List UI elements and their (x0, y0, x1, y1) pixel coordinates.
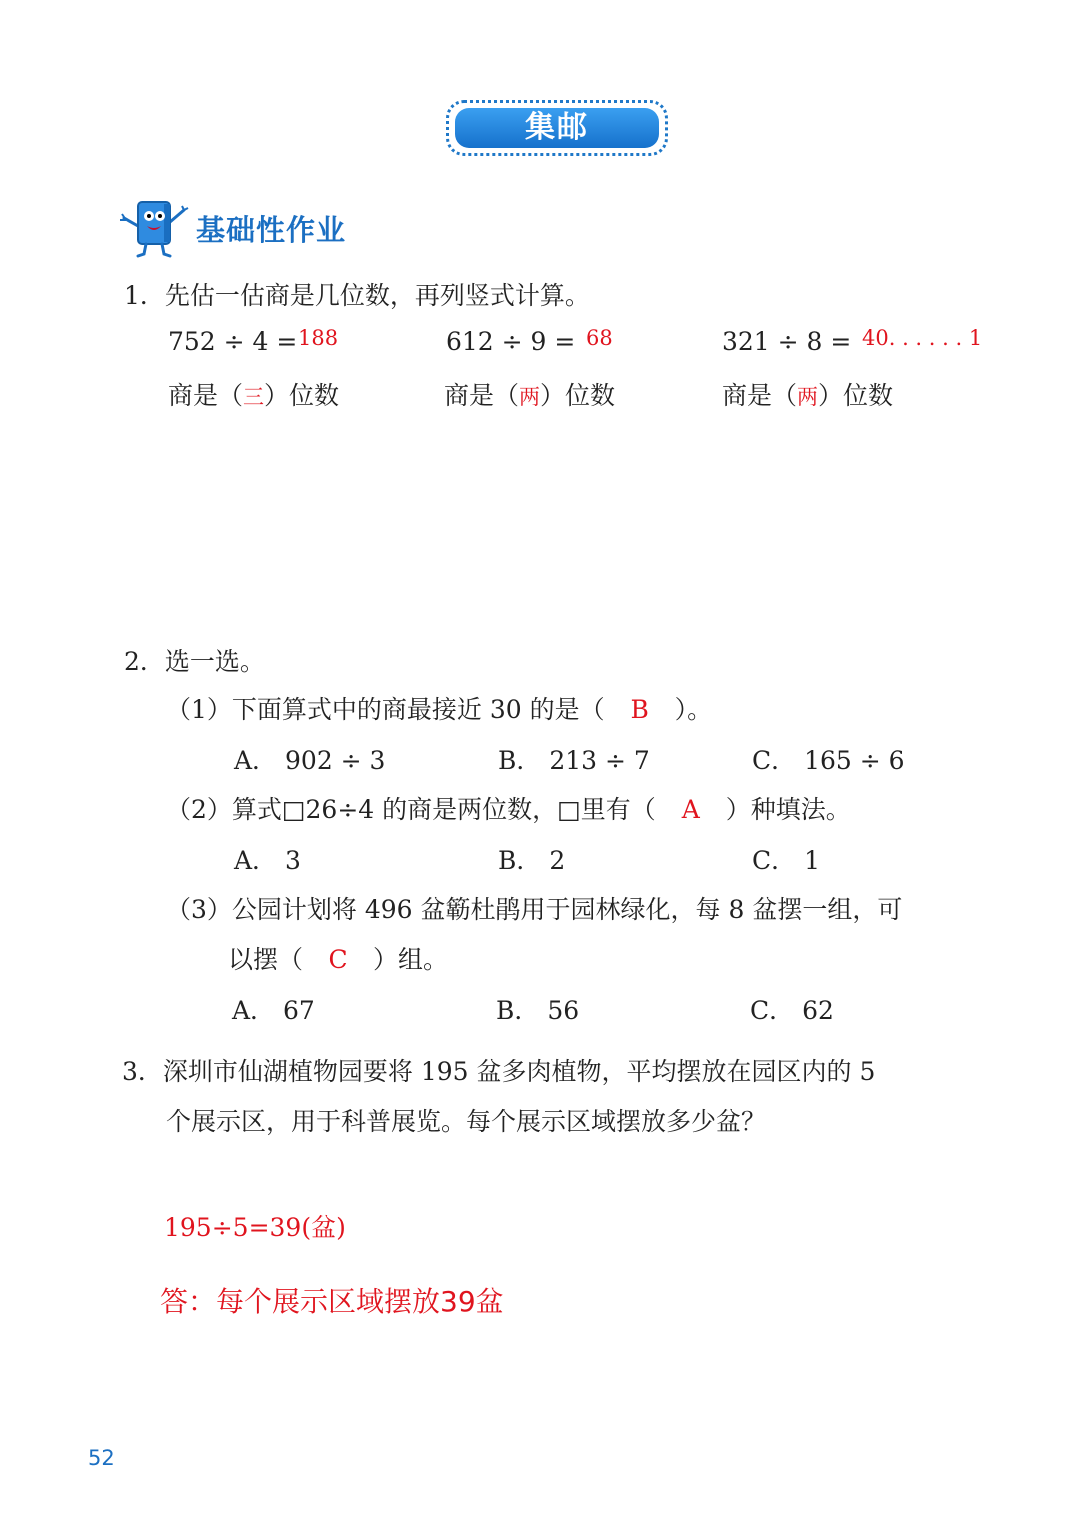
q2-sub2-answer: A (681, 795, 700, 824)
q3-calculation: 195÷5=39(盆) (164, 1213, 346, 1242)
q1-expr-1: 752 ÷ 4 = (168, 327, 298, 356)
q1-answer-3: 40. . . . . . 1 (862, 326, 983, 350)
q2-sub1-option-a: A． 902 ÷ 3 (234, 746, 386, 775)
q1-place-answer-1: 三 (243, 385, 265, 409)
question-3-line2: 个展示区，用于科普展览。每个展示区域摆放多少盆？ (166, 1107, 767, 1136)
q1-answer-1: 188 (298, 326, 339, 350)
q2-sub3-line2: 以摆（ C ）组。 (228, 945, 449, 974)
q2-sub1-answer: B (630, 695, 649, 724)
q1-place-3: 商是（两）位数 (722, 381, 894, 410)
q3-answer: 答：每个展示区域摆放39盆 (160, 1285, 504, 1318)
title-frame (446, 100, 668, 156)
q2-sub3-option-c: C． 62 (750, 996, 834, 1025)
q2-sub3-option-b: B． 56 (496, 996, 580, 1025)
question-1: 1．先估一估商是几位数，再列竖式计算。 (124, 281, 590, 310)
q2-sub1-option-b: B． 213 ÷ 7 (498, 746, 650, 775)
q2-sub2-option-c: C． 1 (752, 846, 820, 875)
q2-sub3-option-a: A． 67 (232, 996, 315, 1025)
section-title: 基础性作业 (196, 213, 347, 247)
q1-place-answer-2: 两 (519, 385, 541, 409)
question-2: 2．选一选。 (124, 647, 265, 676)
q1-answer-2: 68 (586, 326, 613, 350)
q1-place-answer-3: 两 (797, 385, 819, 409)
q2-sub2-option-a: A． 3 (234, 846, 301, 875)
q2-sub2-option-b: B． 2 (498, 846, 566, 875)
question-3-line1: 3．深圳市仙湖植物园要将 195 盆多肉植物，平均摆放在园区内的 5 (122, 1057, 876, 1086)
q1-place-2: 商是（两）位数 (444, 381, 616, 410)
q2-sub1-option-c: C． 165 ÷ 6 (752, 746, 905, 775)
q1-expr-3: 321 ÷ 8 = (722, 327, 852, 356)
q2-sub2: （2）算式□26÷4 的商是两位数，□里有（ A ）种填法。 (166, 795, 851, 824)
book-mascot-icon (118, 196, 190, 260)
q2-sub1: （1）下面算式中的商最接近 30 的是（ B ）。 (166, 695, 713, 724)
q1-expr-2: 612 ÷ 9 = (446, 327, 576, 356)
q2-sub3-line1: （3）公园计划将 496 盆簕杜鹃用于园林绿化，每 8 盆摆一组，可 (166, 895, 903, 924)
page-number: 52 (88, 1446, 115, 1470)
q1-place-1: 商是（三）位数 (168, 381, 340, 410)
page-title: 集邮 (455, 108, 659, 148)
q2-sub3-answer: C (328, 945, 348, 974)
